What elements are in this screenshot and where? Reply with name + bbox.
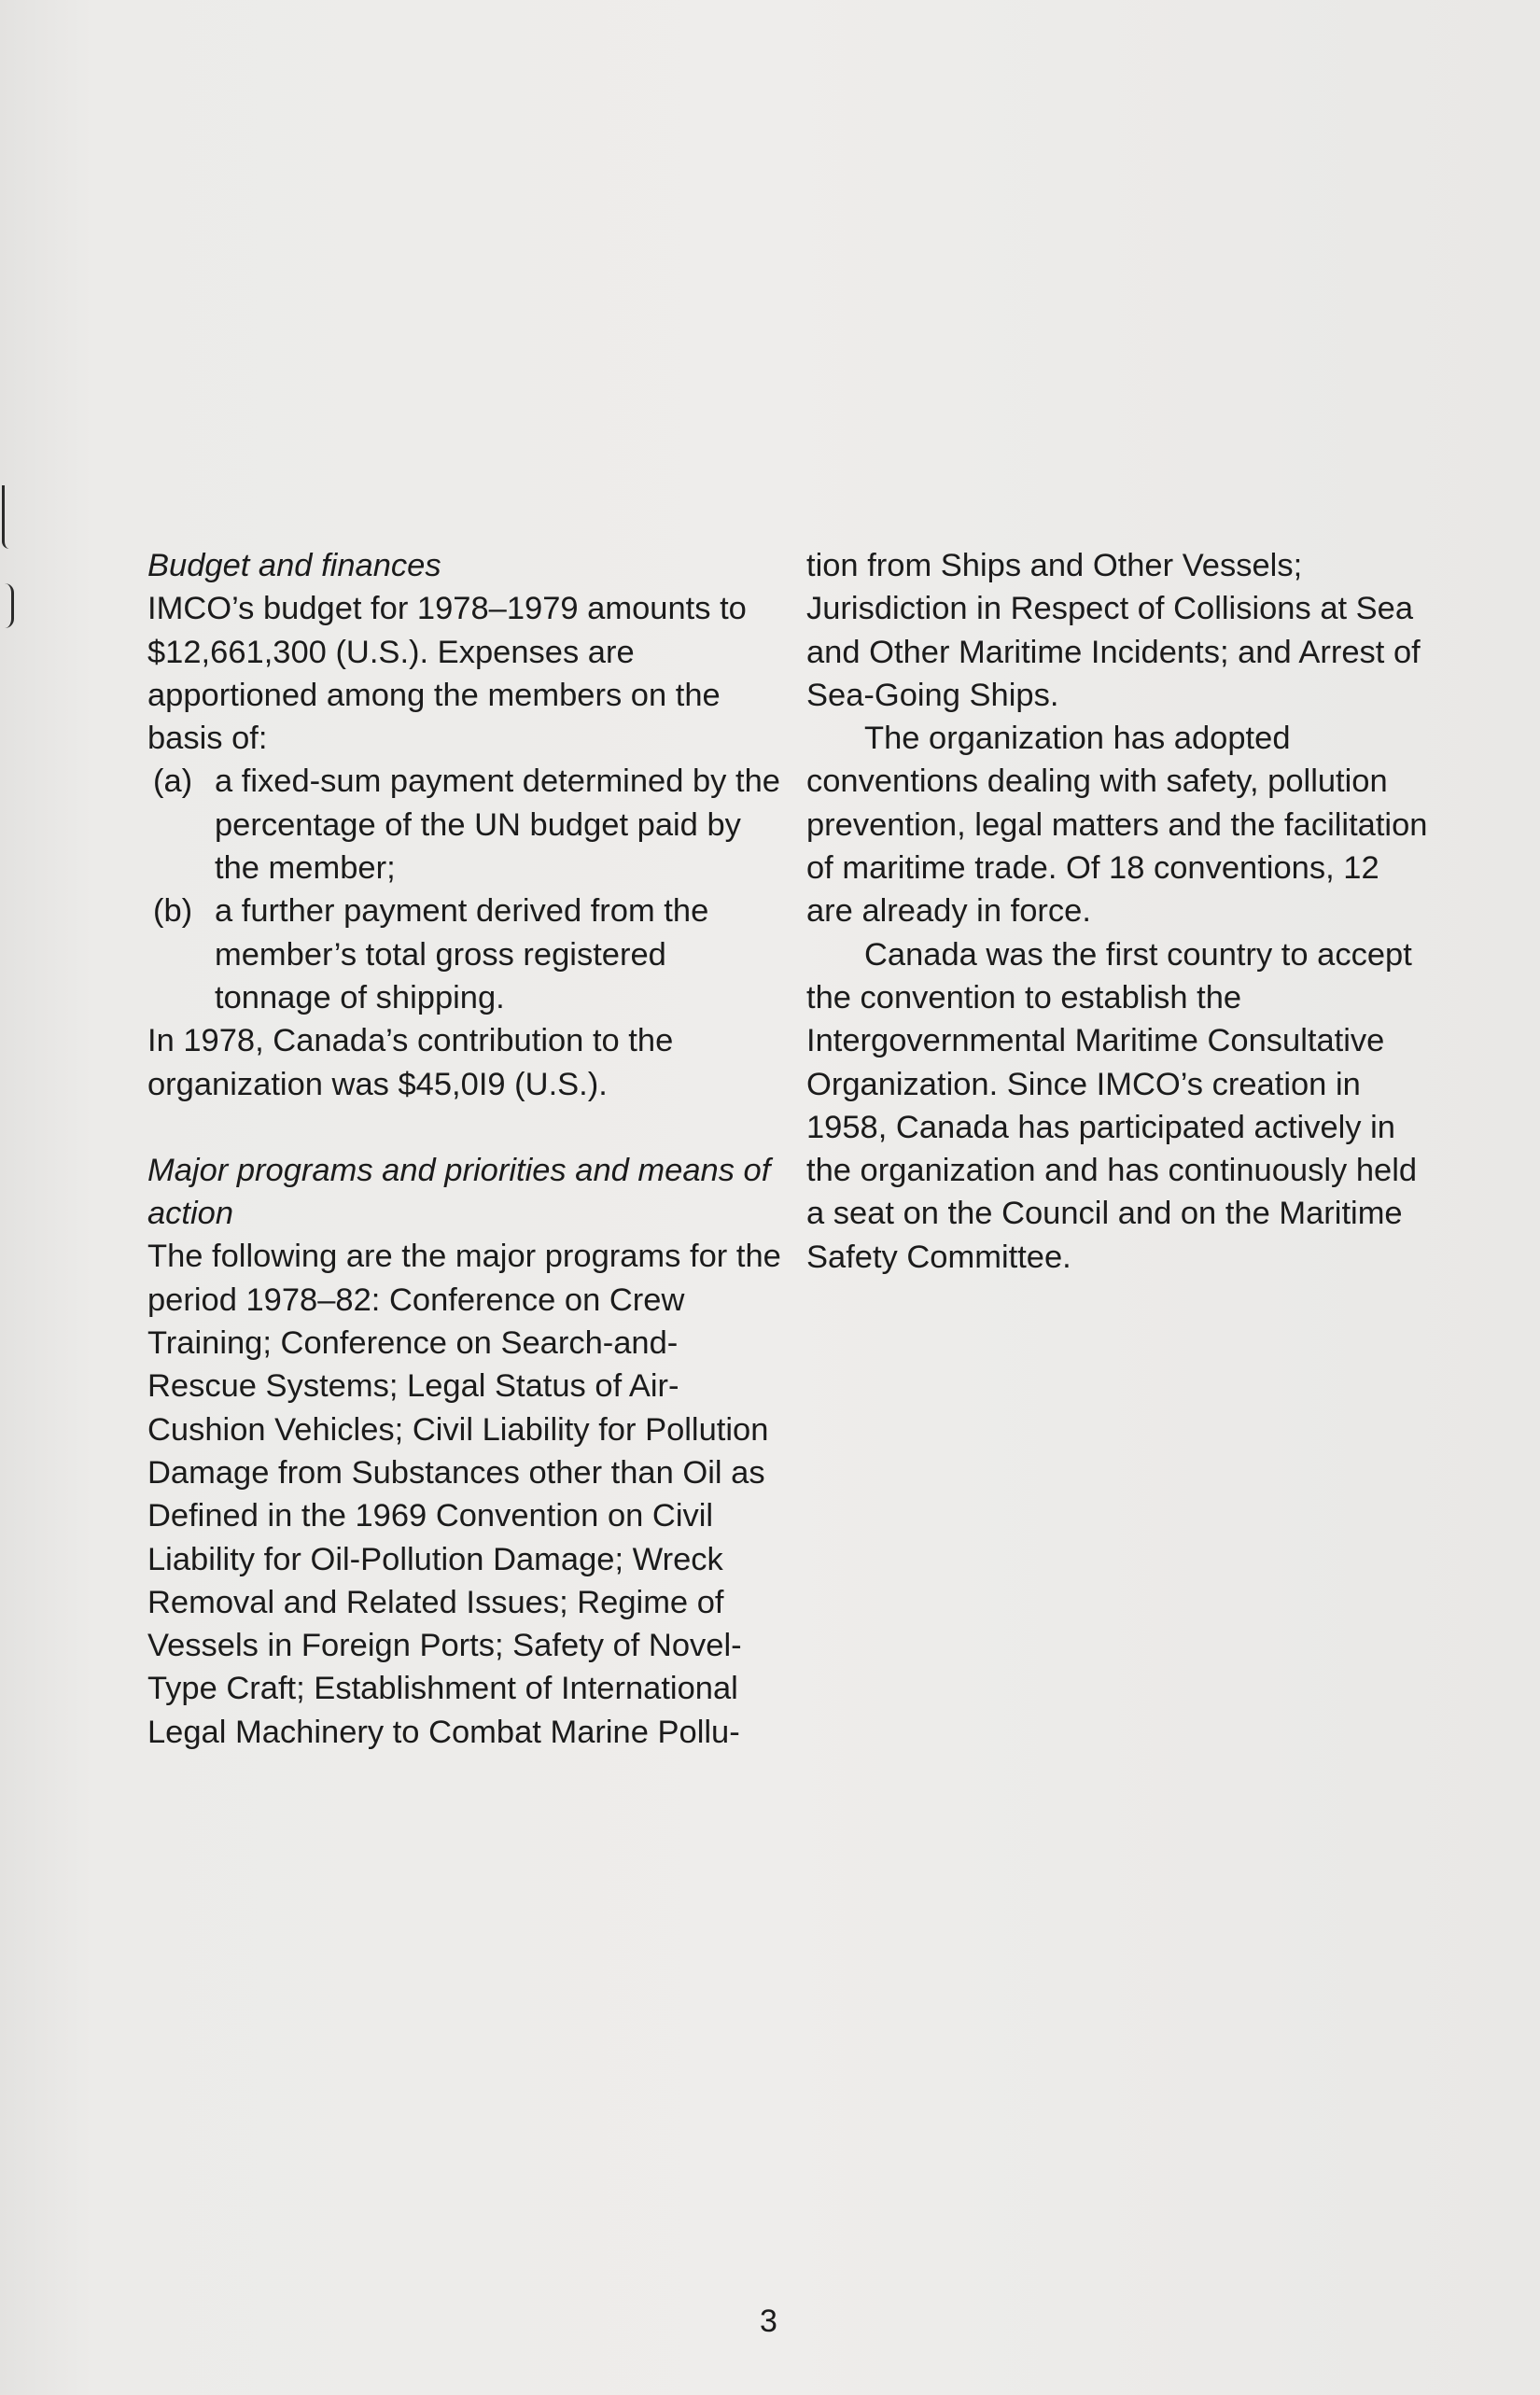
list-marker: (a) <box>153 763 193 800</box>
right-column <box>806 544 1434 1279</box>
left-column <box>147 544 782 1754</box>
list-item-a <box>147 760 782 889</box>
programs-heading: Major programs and priorities and means of action <box>147 1152 771 1232</box>
list-marker: (b) <box>153 893 193 930</box>
budget-heading: Budget and finances <box>147 548 441 583</box>
binding-mark <box>2 583 14 628</box>
continuation-paragraph: tion from Ships and Other Vessels; Jurisdiction in Respect of Collisions at Sea and Other Maritime Incidents; and Arrest of Sea-Going Ships. <box>806 548 1421 713</box>
list-item-b <box>147 889 782 1019</box>
page-number: 3 <box>760 2304 777 2339</box>
conventions-paragraph: The organization has adopted conventions dealing with safety, pollution prevention, legal matters and the facilitation of maritime trade. Of 18 conventions, 12 are already in force. <box>806 721 1428 930</box>
list-item-text: a further payment derived from the member’s total gross registered tonnage of shipping. <box>215 893 709 1015</box>
canada-paragraph: Canada was the first country to accept the convention to establish the Intergovernmental Maritime Consultative Organization. Since IMCO’s creation in 1958, Canada has participated actively in the organization and has continuously held a seat on the Council and on the Maritime Safety Committee. <box>806 936 1418 1275</box>
budget-paragraph: IMCO’s budget for 1978–1979 amounts to $12,661,300 (U.S.). Expenses are apportioned among the members on the basis of: <box>147 591 747 757</box>
programs-paragraph: The following are the major programs for the period 1978–82: Conference on Crew Training; Conference on Search-and-Rescue Systems; Legal Status of Air-Cushion Vehicles; Civil Liability for Pollution Damage from Substances other than Oil as Defined in the 1969 Convention on Civil Liability for Oil-Pollution Damage; Wreck Removal and Related Issues; Regime of Vessels in Foreign Ports; Safety of Novel-Type Craft; Establishment of International Legal Machinery to Combat Marine Pollu- <box>147 1239 781 1750</box>
section-spacer <box>147 1106 782 1149</box>
binding-mark <box>2 485 14 549</box>
list-item-text: a fixed-sum payment determined by the percentage of the UN budget paid by the member; <box>215 763 780 887</box>
contribution-paragraph: In 1978, Canada’s contribution to the organization was $45,0I9 (U.S.). <box>147 1023 674 1102</box>
